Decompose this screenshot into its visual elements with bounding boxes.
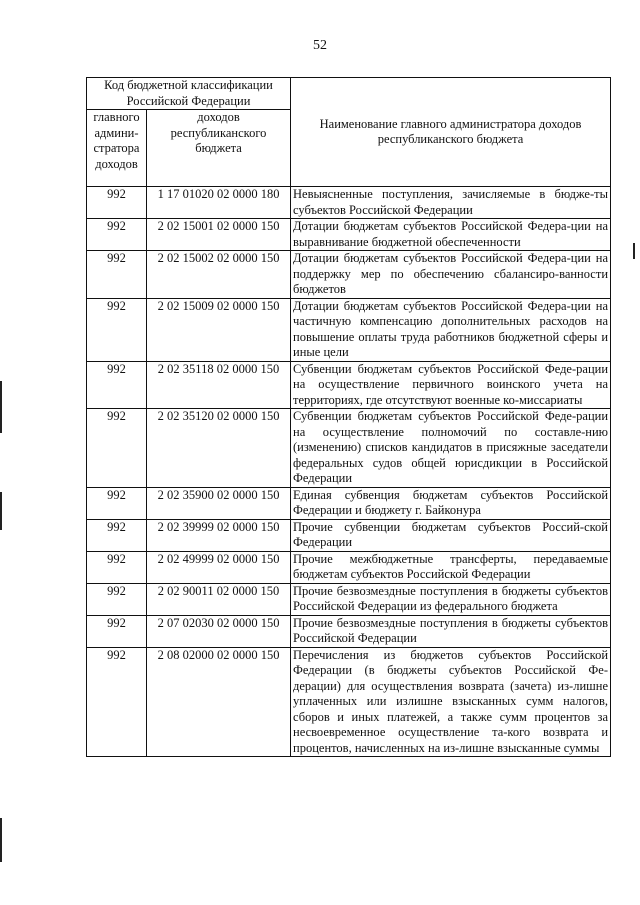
revenue-code-cell: 2 02 39999 02 0000 150 bbox=[147, 519, 291, 551]
scan-mark bbox=[633, 243, 635, 259]
admin-code-cell: 992 bbox=[87, 187, 147, 219]
revenue-code-cell: 2 02 35120 02 0000 150 bbox=[147, 409, 291, 488]
admin-code-cell: 992 bbox=[87, 409, 147, 488]
admin-code-cell: 992 bbox=[87, 487, 147, 519]
header-group-title: Код бюджетной классификации Российской Федерации bbox=[87, 78, 291, 110]
revenue-code-cell: 2 07 02030 02 0000 150 bbox=[147, 615, 291, 647]
revenue-name-cell: Единая субвенция бюджетам субъектов Российской Федерации и бюджету г. Байконура bbox=[291, 487, 611, 519]
revenue-code-cell: 2 02 35118 02 0000 150 bbox=[147, 361, 291, 409]
revenue-name-cell: Перечисления из бюджетов субъектов Российской Федерации (в бюджеты субъектов Российской Фе-дерации) для осуществления возврата (зачета) из-лишне уплаченных или излишне взысканных сумм налогов, сборов и иных платежей, а также сумм процентов за несвоевременное осуществление та-кого возврата и процентов, начисленных на из-лишне взысканные суммы bbox=[291, 647, 611, 757]
table-row bbox=[87, 615, 611, 647]
table-row bbox=[87, 487, 611, 519]
revenue-name-cell: Дотации бюджетам субъектов Российской Федера-ции на частичную компенсацию дополнительных расходов на повышение оплаты труда работников бюджетной сферы и иные цели bbox=[291, 298, 611, 361]
table-row bbox=[87, 361, 611, 409]
admin-code-cell: 992 bbox=[87, 298, 147, 361]
header-col-code: доходов республиканского бюджета bbox=[147, 110, 291, 187]
table-row bbox=[87, 551, 611, 583]
revenue-name-cell: Дотации бюджетам субъектов Российской Федера-ции на поддержку мер по обеспечению сбалансиро-ванности бюджетов bbox=[291, 251, 611, 299]
revenue-code-cell: 2 02 35900 02 0000 150 bbox=[147, 487, 291, 519]
admin-code-cell: 992 bbox=[87, 615, 147, 647]
revenue-code-cell: 2 02 49999 02 0000 150 bbox=[147, 551, 291, 583]
revenue-code-cell: 2 02 15001 02 0000 150 bbox=[147, 219, 291, 251]
revenue-code-cell: 1 17 01020 02 0000 180 bbox=[147, 187, 291, 219]
table-row bbox=[87, 251, 611, 299]
scan-mark bbox=[0, 492, 2, 530]
revenue-name-cell: Невыясненные поступления, зачисляемые в бюдже-ты субъектов Российской Федерации bbox=[291, 187, 611, 219]
scan-mark bbox=[0, 818, 2, 862]
page-number: 52 bbox=[313, 38, 327, 53]
admin-code-cell: 992 bbox=[87, 251, 147, 299]
table-row bbox=[87, 187, 611, 219]
revenue-name-cell: Прочие безвозмездные поступления в бюджеты субъектов Российской Федерации bbox=[291, 615, 611, 647]
revenue-name-cell: Субвенции бюджетам субъектов Российской Феде-рации на осуществление полномочий по составле-нию (изменению) списков кандидатов в присяжные заседатели федеральных судов общей юрисдикции в Российской Федерации bbox=[291, 409, 611, 488]
revenue-code-cell: 2 08 02000 02 0000 150 bbox=[147, 647, 291, 757]
budget-classification-table bbox=[86, 77, 611, 757]
header-col-name: Наименование главного администратора доходов республиканского бюджета bbox=[291, 78, 611, 187]
revenue-name-cell: Дотации бюджетам субъектов Российской Федера-ции на выравнивание бюджетной обеспеченности bbox=[291, 219, 611, 251]
table-row bbox=[87, 219, 611, 251]
revenue-code-cell: 2 02 15002 02 0000 150 bbox=[147, 251, 291, 299]
revenue-name-cell: Субвенции бюджетам субъектов Российской Феде-рации на осуществление первичного воинского учета на территориях, где отсутствуют военные ко-миссариаты bbox=[291, 361, 611, 409]
table-row bbox=[87, 647, 611, 757]
admin-code-cell: 992 bbox=[87, 647, 147, 757]
revenue-name-cell: Прочие безвозмездные поступления в бюджеты субъектов Российской Федерации из федерального бюджета bbox=[291, 583, 611, 615]
table-row bbox=[87, 409, 611, 488]
header-col-admin: главного админи-стратора доходов bbox=[87, 110, 147, 187]
revenue-name-cell: Прочие субвенции бюджетам субъектов Россий-ской Федерации bbox=[291, 519, 611, 551]
scan-mark bbox=[0, 381, 2, 433]
revenue-code-cell: 2 02 15009 02 0000 150 bbox=[147, 298, 291, 361]
table-row bbox=[87, 298, 611, 361]
table-row bbox=[87, 583, 611, 615]
admin-code-cell: 992 bbox=[87, 361, 147, 409]
header-row-group bbox=[87, 78, 611, 110]
admin-code-cell: 992 bbox=[87, 519, 147, 551]
revenue-code-cell: 2 02 90011 02 0000 150 bbox=[147, 583, 291, 615]
table-row bbox=[87, 519, 611, 551]
admin-code-cell: 992 bbox=[87, 551, 147, 583]
admin-code-cell: 992 bbox=[87, 219, 147, 251]
admin-code-cell: 992 bbox=[87, 583, 147, 615]
revenue-name-cell: Прочие межбюджетные трансферты, передаваемые бюджетам субъектов Российской Федерации bbox=[291, 551, 611, 583]
